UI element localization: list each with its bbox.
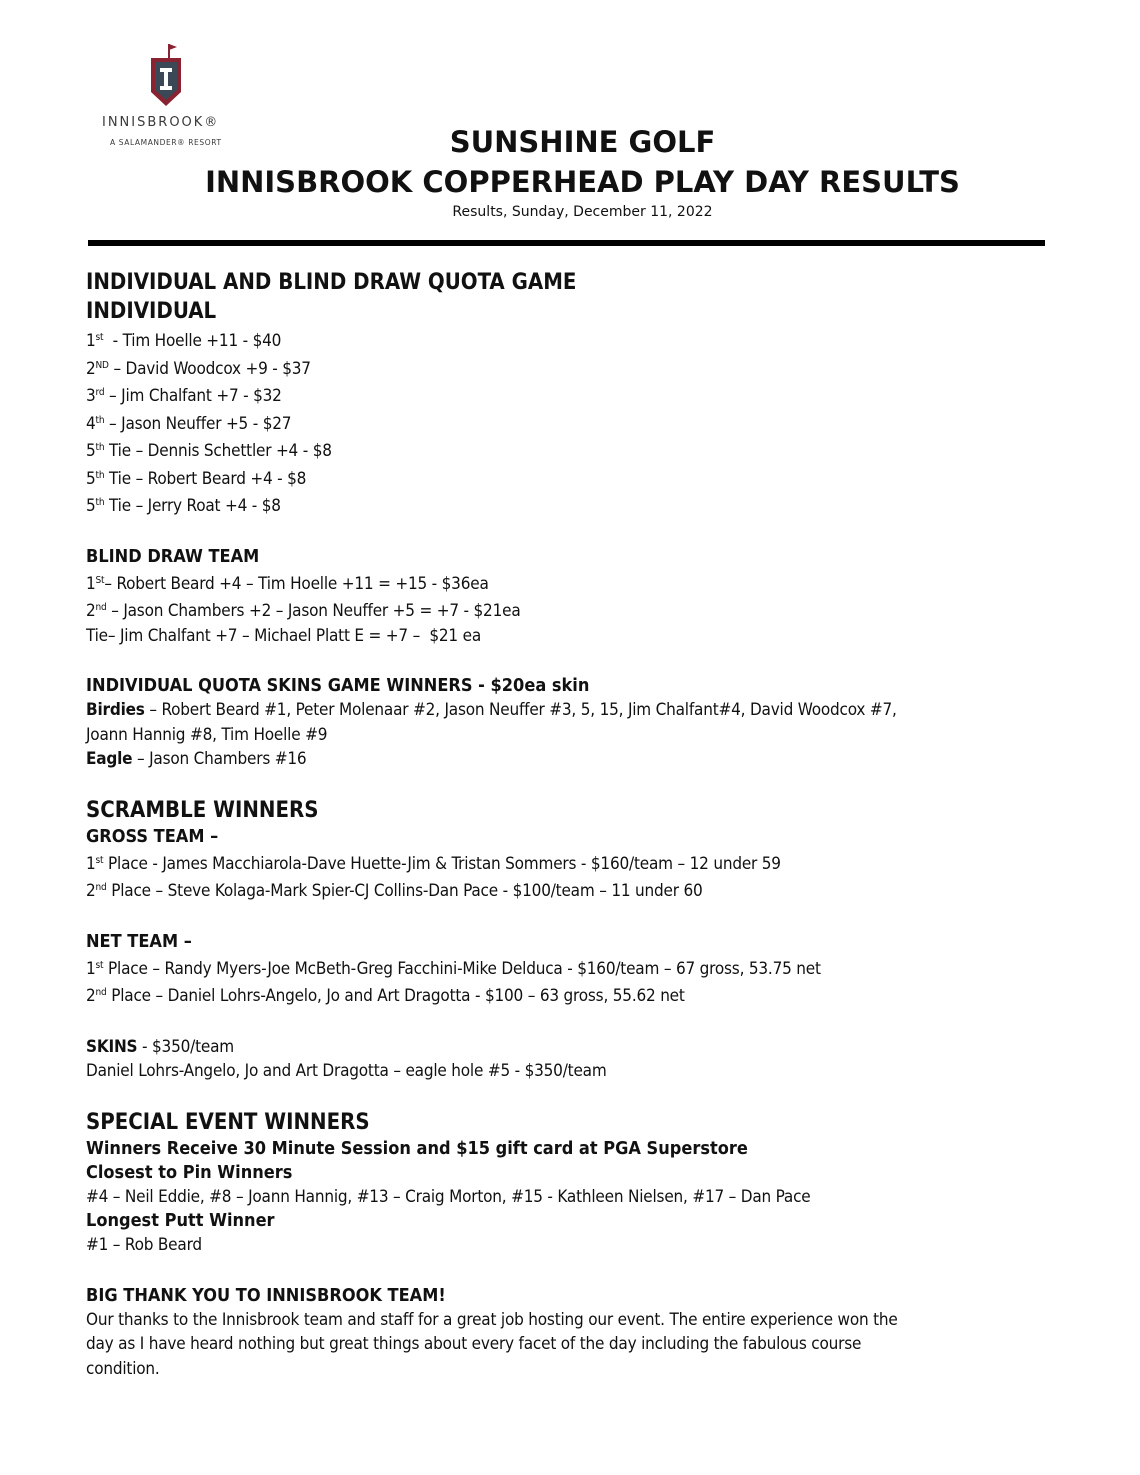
closest-to-pin-heading: Closest to Pin Winners — [86, 1161, 293, 1183]
birdies-line-cont: Joann Hannig #8, Tim Hoelle #9 — [86, 724, 328, 745]
result-line: 5th Tie – Robert Beard +4 - $8 — [86, 468, 307, 489]
longest-putt-line: #1 – Rob Beard — [86, 1235, 202, 1255]
skins-line: SKINS - $350/team — [86, 1036, 234, 1057]
individual-results — [86, 326, 1046, 519]
special-event-heading: SPECIAL EVENT WINNERS — [86, 1109, 370, 1135]
result-line: 2ND – David Woodcox +9 - $37 — [86, 358, 311, 379]
eagle-line: Eagle – Jason Chambers #16 — [86, 749, 307, 769]
closest-to-pin-line: #4 – Neil Eddie, #8 – Joann Hannig, #13 – Craig Morton, #15 - Kathleen Nielsen, #17 – Dan Pace — [86, 1186, 811, 1207]
thank-you-text: Our thanks to the Innisbrook team and staff for a great job hosting our event. The entire experience won the — [86, 1309, 898, 1330]
title-sunshine-golf: SUNSHINE GOLF — [449, 125, 716, 159]
shield-flag-icon — [146, 42, 186, 108]
thank-you-heading: BIG THANK YOU TO INNISBROOK TEAM! — [86, 1284, 446, 1306]
result-line: 2nd – Jason Chambers +2 – Jason Neuffer +5 = +7 - $21ea — [86, 601, 521, 621]
result-line: 1st Place – Randy Myers-Joe McBeth-Greg Facchini-Mike Delduca - $160/team – 67 gross, 53.75 net — [86, 958, 821, 979]
document-body — [86, 268, 1046, 1381]
quota-game-heading: INDIVIDUAL AND BLIND DRAW QUOTA GAME — [86, 270, 577, 295]
result-line: 5th Tie – Jerry Roat +4 - $8 — [86, 496, 281, 516]
result-line: 3rd – Jim Chalfant +7 - $32 — [86, 386, 282, 406]
result-line: 2nd Place – Daniel Lohrs-Angelo, Jo and Art Dragotta - $100 – 63 gross, 55.62 net — [86, 986, 685, 1006]
result-line: 1St– Robert Beard +4 – Tim Hoelle +11 = +15 - $36ea — [86, 573, 489, 594]
birdies-line: Birdies – Robert Beard #1, Peter Molenaar #2, Jason Neuffer #3, 5, 15, Jim Chalfant#4, David Woodcox #7, — [86, 700, 897, 720]
net-team-heading: NET TEAM – — [86, 930, 192, 952]
result-line: 1st Place - James Macchiarola-Dave Huette-Jim & Tristan Sommers - $160/team – 12 under 59 — [86, 853, 781, 874]
result-line: 2nd Place – Steve Kolaga-Mark Spier-CJ Collins-Dan Pace - $100/team – 11 under 60 — [86, 881, 703, 901]
header-divider — [88, 240, 1045, 246]
longest-putt-heading: Longest Putt Winner — [86, 1210, 275, 1231]
special-prize: Winners Receive 30 Minute Session and $15 gift card at PGA Superstore — [86, 1137, 748, 1159]
individual-heading: INDIVIDUAL — [86, 299, 217, 324]
results-date: Results, Sunday, December 11, 2022 — [452, 204, 713, 220]
title-play-day-results: INNISBROOK COPPERHEAD PLAY DAY RESULTS — [205, 165, 960, 199]
thank-you-text: day as I have heard nothing but great things about every facet of the day including the fabulous course — [86, 1334, 862, 1354]
result-line: 5th Tie – Dennis Schettler +4 - $8 — [86, 441, 332, 461]
result-line: 4th – Jason Neuffer +5 - $27 — [86, 413, 292, 434]
gross-team-heading: GROSS TEAM – — [86, 825, 219, 847]
document-header — [0, 124, 1140, 220]
skins-winner-line: Daniel Lohrs-Angelo, Jo and Art Dragotta – eagle hole #5 - $350/team — [86, 1061, 607, 1081]
logo-wordmark: INNISBROOK® — [102, 115, 220, 130]
blind-draw-heading: BLIND DRAW TEAM — [86, 545, 260, 567]
logo-tagline: A SALAMANDER® RESORT — [110, 138, 222, 147]
result-line: 1st - Tim Hoelle +11 - $40 — [86, 331, 282, 351]
result-line: Tie– Jim Chalfant +7 – Michael Platt E = +7 – $21 ea — [86, 625, 481, 646]
skins-game-heading: INDIVIDUAL QUOTA SKINS GAME WINNERS - $20ea skin — [86, 675, 590, 696]
scramble-heading: SCRAMBLE WINNERS — [86, 797, 319, 823]
thank-you-text: condition. — [86, 1358, 160, 1379]
